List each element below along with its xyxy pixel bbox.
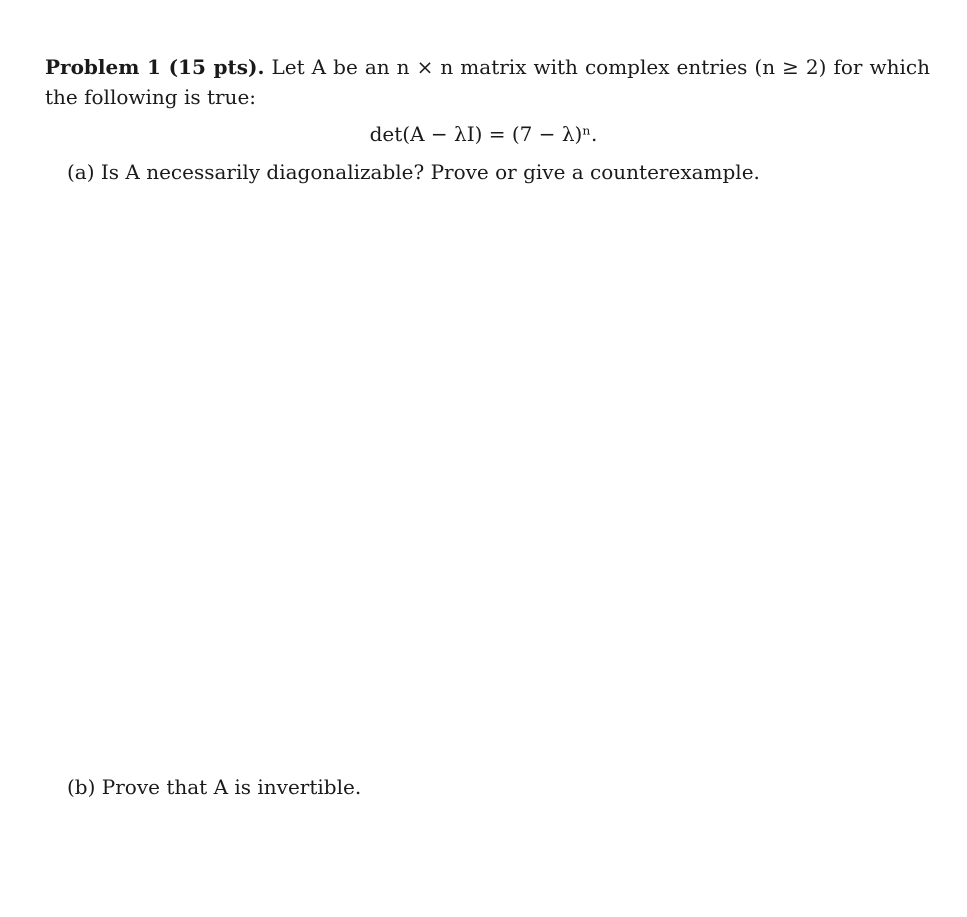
characteristic-polynomial-formula: det(A − λI) = (7 − λ)ⁿ. (369, 122, 598, 146)
part-a-text: Is A necessarily diagonalizable? Prove or give a counterexample. (100, 160, 760, 184)
problem-statement (45, 52, 930, 112)
part-b-text: Prove that A is invertible. (101, 775, 362, 799)
part-b-answer-space (45, 815, 925, 910)
problem-title: Problem 1 (15 pts). (45, 55, 265, 79)
part-b-question (67, 773, 361, 801)
part-a-answer-space (45, 200, 925, 760)
part-b-label: (b) (67, 775, 96, 799)
part-a-question (67, 158, 760, 186)
problem-text: Let A be an n × n matrix with complex entries (n ≥ 2) for which the following is true: (45, 55, 930, 109)
part-a-label: (a) (67, 160, 95, 184)
